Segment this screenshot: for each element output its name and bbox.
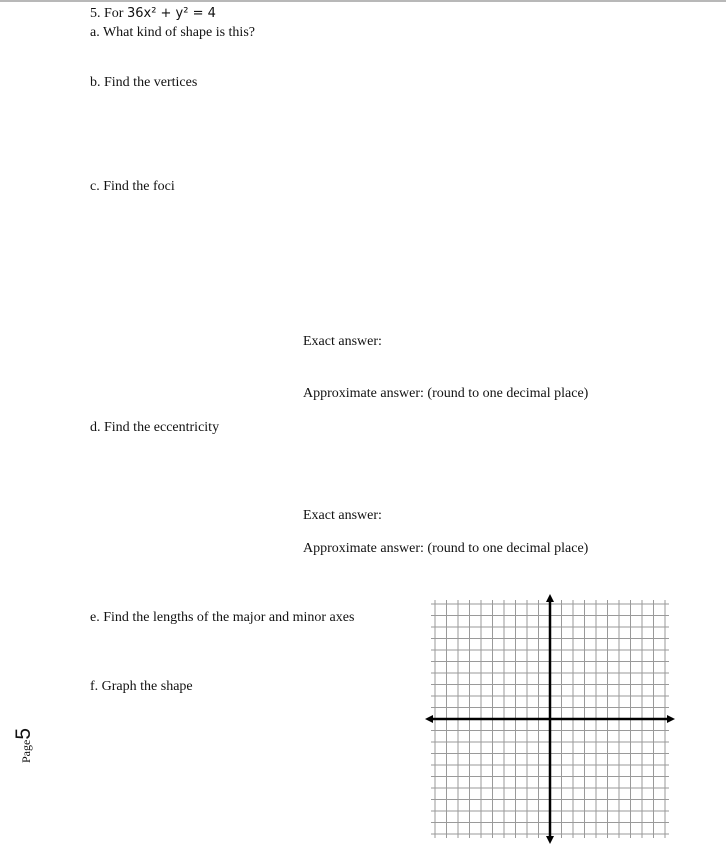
- page-word: Page: [19, 739, 33, 763]
- part-d-approx-label: Approximate answer: (round to one decimal place): [303, 541, 589, 556]
- problem-number: 5. For: [90, 6, 127, 21]
- problem-equation: 36x² + y² = 4: [126, 6, 216, 21]
- part-c-approx-label: Approximate answer: (round to one decimal place): [303, 386, 589, 401]
- coordinate-grid: [431, 597, 677, 842]
- x-axis-right-arrow: [667, 715, 675, 723]
- page-number-label: [12, 703, 52, 763]
- part-c-question: c. Find the foci: [90, 179, 175, 194]
- problem-heading: [90, 6, 216, 22]
- part-e-question: e. Find the lengths of the major and minor axes: [90, 610, 355, 625]
- part-d-exact-label: Exact answer:: [303, 508, 382, 523]
- part-a-question: a. What kind of shape is this?: [90, 25, 255, 40]
- part-f-question: f. Graph the shape: [90, 679, 193, 694]
- y-axis-bottom-arrow: [546, 836, 554, 844]
- top-rule: [0, 0, 726, 2]
- part-c-exact-label: Exact answer:: [303, 334, 382, 349]
- x-axis-left-arrow: [425, 715, 433, 723]
- page-number: 5: [12, 727, 35, 740]
- part-d-question: d. Find the eccentricity: [90, 420, 220, 435]
- part-b-question: b. Find the vertices: [90, 75, 198, 90]
- y-axis-top-arrow: [546, 594, 554, 602]
